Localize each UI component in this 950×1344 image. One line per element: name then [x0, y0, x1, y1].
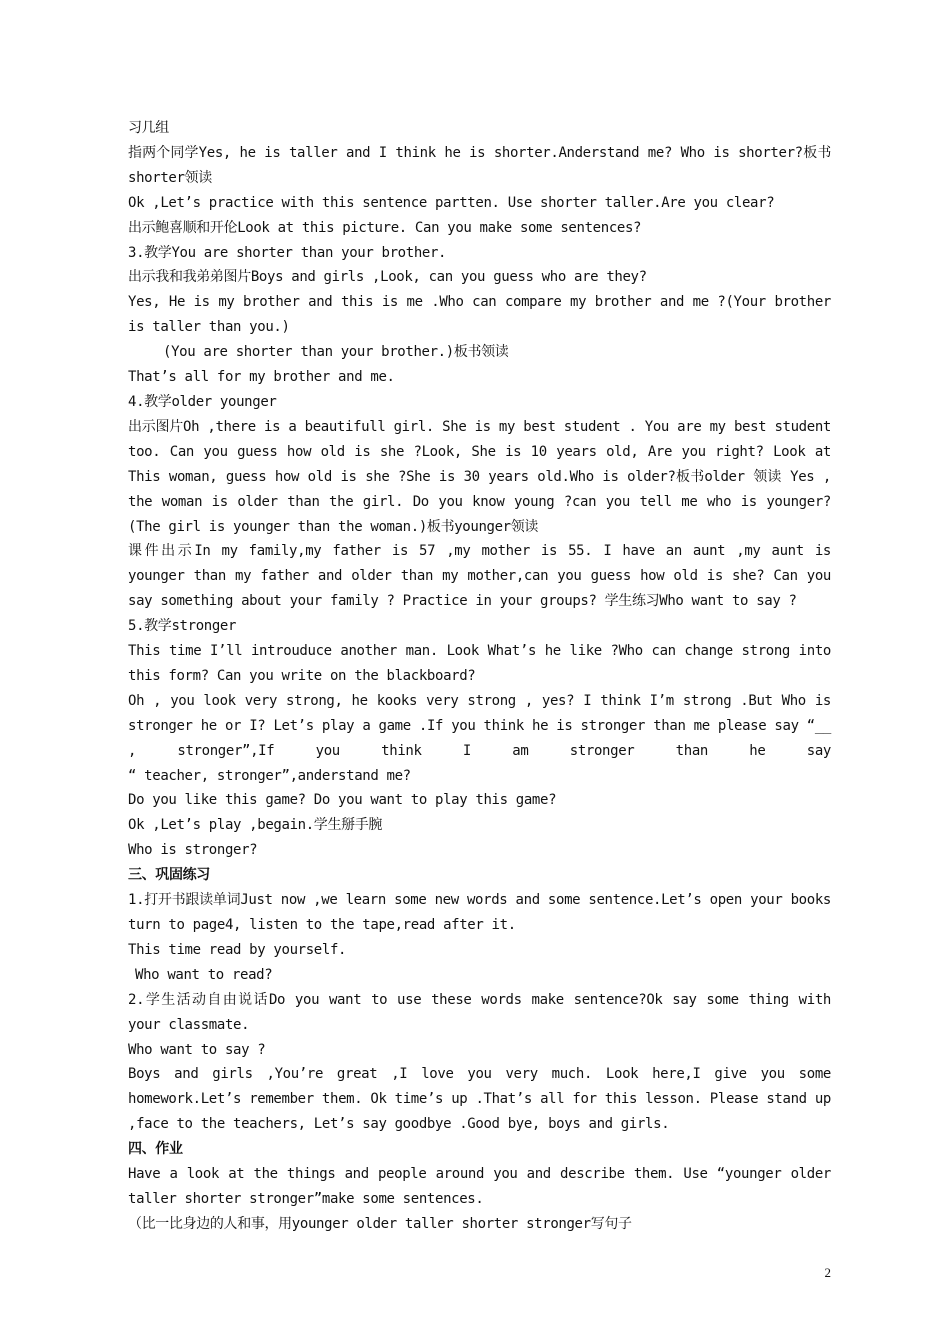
text-line: 4.教学older younger [128, 393, 277, 410]
text-line: This time I’ll introuduce another man. Look What’s he like ?Who can change strong into this form? Can you write on the blackboard? [128, 643, 831, 684]
text-line: 出示鲍喜顺和开伦Look at this picture. Can you make some sentences? [128, 219, 642, 236]
section-heading: 四、作业 [128, 1141, 183, 1158]
text-line: 习几组 [128, 120, 169, 136]
text-line: Oh , you look very strong, he kooks very strong , yes? I think I’m strong .But Who is stronger he or I? Let’s play a game .If you think he is stronger than me please say “__ , stronger”,If you think I am stronger than he say [128, 692, 831, 759]
text-line: Do you like this game? Do you want to play this game? [128, 792, 557, 809]
text-line: 3.教学You are shorter than your brother. [128, 244, 447, 261]
text-line: 指两个同学Yes, he is taller and I think he is shorter.Anderstand me? Who is shorter?板书shorter领读 [128, 144, 831, 186]
text-line: 课件出示In my family,my father is 57 ,my mother is 55. I have an aunt ,my aunt is younger than my father and older than my mother,can you guess how old is she? Can you say something about your family ? Practice in your groups? 学生练习Who want to say ? [128, 543, 831, 610]
text-line: “ teacher, stronger”,anderstand me? [128, 767, 411, 784]
text-line: That’s all for my brother and me. [128, 369, 395, 386]
text-line: Have a look at the things and people around you and describe them. Use “younger older taller shorter stronger”make some sentences. [128, 1166, 831, 1207]
text-line: Who want to read? [135, 966, 273, 983]
text-line: Boys and girls ,You’re great ,I love you very much. Look here,I give you some homework.Let’s remember them. Ok time’s up .That’s all for this lesson. Please stand up ,face to the teachers, Let’s say goodbye .Good bye, boys and girls. [128, 1066, 831, 1133]
text-line: 出示我和我弟弟图片Boys and girls ,Look, can you guess who are they? [128, 269, 647, 286]
text-line: 出示图片Oh ,there is a beautifull girl. She is my best student . You are my best student too. Can you guess how old is she ?Look, She is 10 years old, Are you right? Look at This woman, guess how old is she ?She is 30 years old.Who is older?板书older 领读 Yes , the woman is older than the girl. Do you know young ?can you tell me who is younger?(The girl is younger than the woman.)板书younger领读 [128, 418, 831, 535]
text-line: Ok ,Let’s practice with this sentence partten. Use shorter taller.Are you clear? [128, 194, 775, 211]
text-line: Who want to say ? [128, 1041, 266, 1058]
text-line: 1.打开书跟读单词Just now ,we learn some new words and some sentence.Let’s open your books turn to page4, listen to the tape,read after it. [128, 892, 831, 933]
text-line: This time read by yourself. [128, 941, 347, 958]
text-line: 2.学生活动自由说话Do you want to use these words make sentence?Ok say some thing with your classmate. [128, 991, 831, 1033]
section-heading: 三、巩固练习 [128, 867, 210, 884]
text-line: Who is stronger? [128, 842, 258, 859]
text-line: Ok ,Let’s play ,begain.学生掰手腕 [128, 817, 383, 834]
text-line: 5.教学stronger [128, 618, 237, 635]
text-line: (You are shorter than your brother.)板书领读 [163, 344, 509, 361]
text-line: Yes, He is my brother and this is me .Who can compare my brother and me ?(Your brother is taller than you.) [128, 294, 831, 336]
text-line: （比一比身边的人和事，用younger older taller shorter stronger写句子 [128, 1215, 632, 1232]
page-number: 2 [824, 1265, 831, 1280]
lesson-text [128, 116, 831, 1237]
